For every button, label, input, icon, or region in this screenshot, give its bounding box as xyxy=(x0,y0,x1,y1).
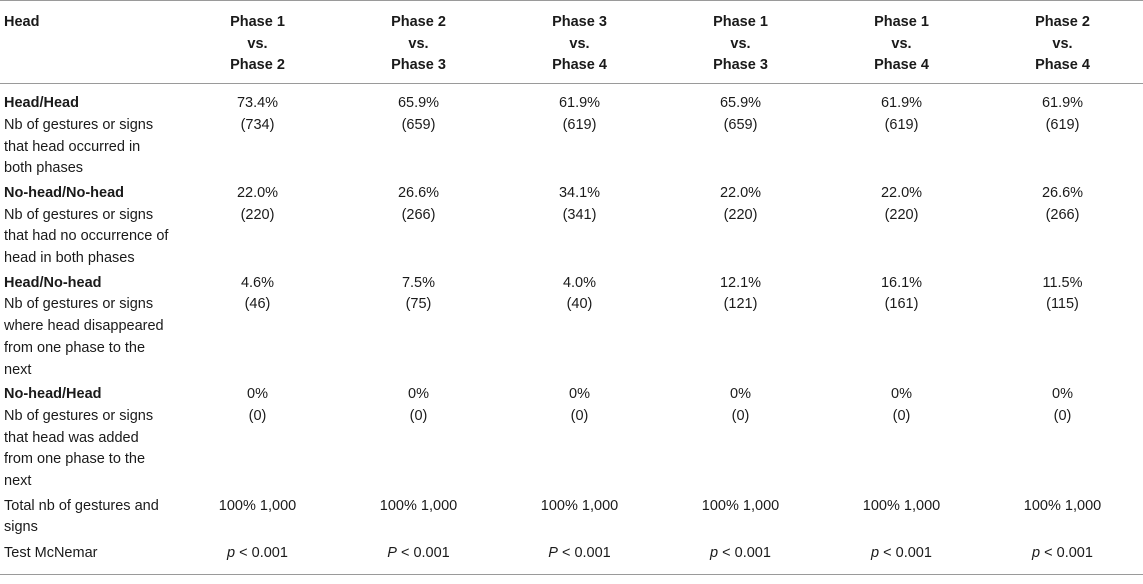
table-cell: 12.1% (121) xyxy=(719,274,762,313)
table-cell: p < 0.001 xyxy=(660,539,821,574)
column-header-phase2-vs-phase3: Phase 2 vs. Phase 3 xyxy=(338,1,499,84)
table-cell: 0% (0) xyxy=(247,386,268,424)
table-cell: 61.9% (619) xyxy=(558,95,601,133)
row-description: Nb of gestures or signs where head disappeared from one phase to the next xyxy=(4,296,164,378)
table-cell: 22.0% (220) xyxy=(236,184,279,223)
table-cell: 4.6% (46) xyxy=(240,274,275,313)
column-header-phase1-vs-phase2: Phase 1 vs. Phase 2 xyxy=(177,1,338,84)
table-cell: 100% 1,000 xyxy=(540,497,619,514)
table-cell: 100% 1,000 xyxy=(862,497,941,514)
table-cell: 22.0% (220) xyxy=(880,184,923,223)
table-cell: 0% (0) xyxy=(408,386,429,424)
row-description: Nb of gestures or signs that head occurred in both phases xyxy=(4,116,154,177)
row-label xyxy=(0,270,177,382)
table-cell: p < 0.001 xyxy=(177,539,338,574)
column-header-phase1-vs-phase4: Phase 1 vs. Phase 4 xyxy=(821,1,982,84)
table-cell: P < 0.001 xyxy=(338,539,499,574)
row-description: Nb of gestures or signs that head was added from one phase to the next xyxy=(4,407,154,490)
table-cell: 100% 1,000 xyxy=(1023,497,1102,514)
row-title: No-head/Head xyxy=(4,386,102,403)
table-cell: 100% 1,000 xyxy=(701,497,780,514)
table-cell: p < 0.001 xyxy=(982,539,1143,574)
row-label xyxy=(0,180,177,270)
table-cell: 0% (0) xyxy=(1052,386,1073,424)
row-title: Head/Head xyxy=(4,95,79,112)
table-cell: 7.5% (75) xyxy=(401,274,436,313)
table-cell: 65.9% (659) xyxy=(719,95,762,133)
test-label: Test McNemar xyxy=(0,539,177,574)
table-row-nohead-head xyxy=(0,381,1143,493)
table-cell: 100% 1,000 xyxy=(218,497,297,514)
row-label xyxy=(0,381,177,493)
table-cell: 11.5% (115) xyxy=(1042,274,1083,313)
column-header-phase3-vs-phase4: Phase 3 vs. Phase 4 xyxy=(499,1,660,84)
column-header-phase2-vs-phase4: Phase 2 vs. Phase 4 xyxy=(982,1,1143,84)
table-cell: 61.9% (619) xyxy=(880,95,923,133)
head-column-header: Head xyxy=(0,1,177,84)
table-cell: 16.1% (161) xyxy=(880,274,923,313)
row-description: Nb of gestures or signs that had no occurrence of head in both phases xyxy=(4,206,169,267)
table-row-head-nohead xyxy=(0,270,1143,382)
table-cell: 0% (0) xyxy=(730,386,751,424)
table-cell: 4.0% (40) xyxy=(562,274,597,313)
table-row-head-head xyxy=(0,84,1143,180)
table-cell: 22.0% (220) xyxy=(719,184,762,223)
header-row xyxy=(0,1,1143,84)
table-cell: 61.9% (619) xyxy=(1041,95,1084,133)
total-label: Total nb of gestures and signs xyxy=(4,497,159,536)
table-cell: 0% (0) xyxy=(891,386,912,424)
table-cell: 26.6% (266) xyxy=(397,184,440,223)
table-cell: 34.1% (341) xyxy=(558,184,601,223)
table-cell: 100% 1,000 xyxy=(379,497,458,514)
row-title: No-head/No-head xyxy=(4,184,125,201)
table-row-test-mcnemar xyxy=(0,539,1143,574)
table-cell: 65.9% (659) xyxy=(397,95,440,133)
table-cell: p < 0.001 xyxy=(821,539,982,574)
row-label xyxy=(0,84,177,180)
row-title: Head/No-head xyxy=(4,274,102,291)
column-header-phase1-vs-phase3: Phase 1 vs. Phase 3 xyxy=(660,1,821,84)
table-cell: 26.6% (266) xyxy=(1041,184,1084,223)
table-cell: P < 0.001 xyxy=(499,539,660,574)
table-row-total xyxy=(0,493,1143,539)
table-cell: 0% (0) xyxy=(569,386,590,424)
table-row-nohead-nohead xyxy=(0,180,1143,270)
table-cell: 73.4% (734) xyxy=(236,95,279,133)
